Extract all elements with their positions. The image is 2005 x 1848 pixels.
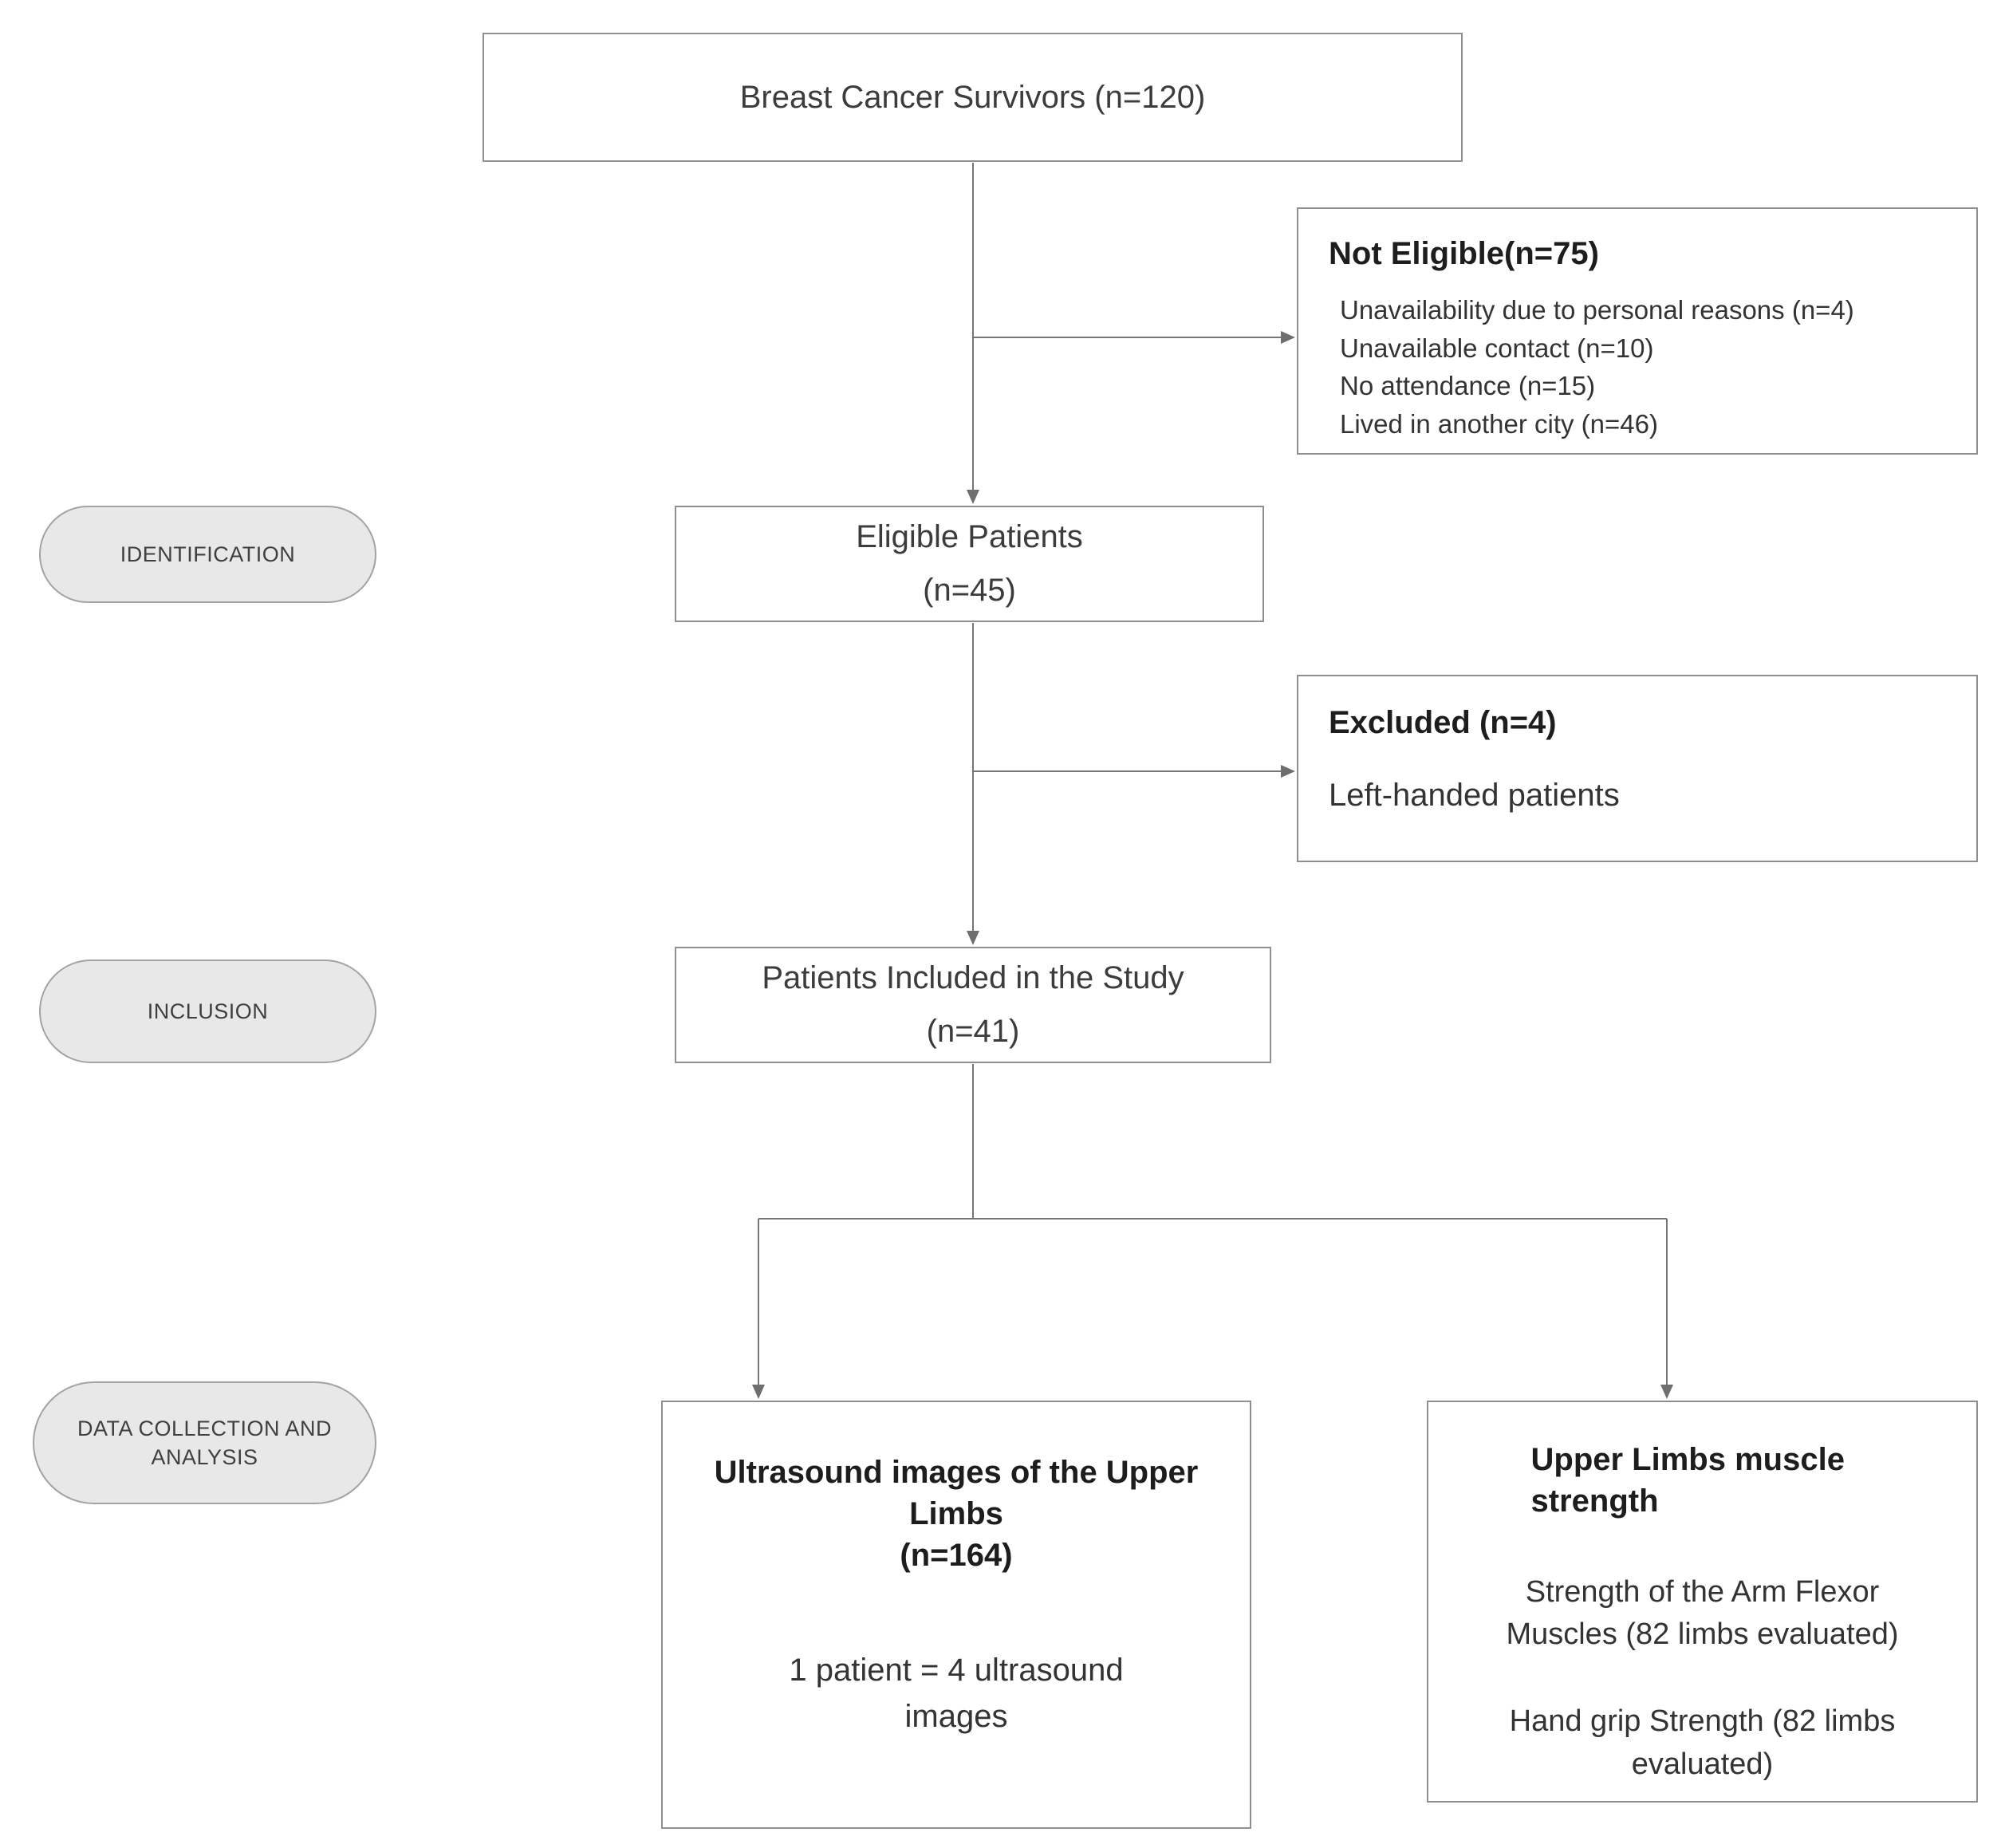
excluded-reason: Left-handed patients: [1329, 778, 1620, 813]
excluded-title: Excluded (n=4): [1329, 705, 1557, 740]
not-eligible-reason: Lived in another city (n=46): [1340, 408, 1658, 439]
breast-cancer-survivors-label: Breast Cancer Survivors (n=120): [739, 79, 1206, 115]
strength-title: Upper Limbs muscle strength: [1530, 1442, 1845, 1519]
box-breast-cancer-survivors: [483, 33, 1463, 162]
box-eligible-patients: [675, 506, 1264, 622]
identification-label: IDENTIFICATION: [120, 542, 296, 566]
strength-arm-flexor-detail: Strength of the Arm Flexor Muscles (82 limbs evaluated): [1506, 1575, 1899, 1652]
eligible-patients-label: Eligible Patients: [856, 519, 1083, 554]
box-muscle-strength: [1427, 1401, 1978, 1803]
not-eligible-reason: Unavailable contact (n=10): [1340, 333, 1654, 363]
box-patients-included: [675, 947, 1271, 1063]
not-eligible-reasons-list: [1329, 291, 1946, 443]
stage-pill-identification: [39, 506, 376, 603]
ultrasound-count: (n=164): [900, 1538, 1013, 1573]
stage-pill-inclusion: [39, 959, 376, 1063]
box-ultrasound-images: [661, 1401, 1251, 1829]
box-excluded: [1297, 675, 1978, 862]
box-not-eligible: [1297, 207, 1978, 455]
stage-pill-data-collection: [33, 1381, 376, 1504]
strength-hand-grip-detail: Hand grip Strength (82 limbs evaluated): [1509, 1704, 1896, 1781]
not-eligible-title: Not Eligible(n=75): [1329, 236, 1599, 271]
ultrasound-title: Ultrasound images of the Upper Limbs: [714, 1455, 1199, 1531]
patients-included-label: Patients Included in the Study: [762, 960, 1184, 995]
eligible-patients-count: (n=45): [923, 573, 1016, 608]
not-eligible-reason: Unavailability due to personal reasons (n=4): [1340, 295, 1854, 325]
ultrasound-detail: 1 patient = 4 ultrasound images: [789, 1653, 1124, 1734]
patients-included-count: (n=41): [926, 1014, 1020, 1049]
data-collection-label: DATA COLLECTION AND ANALYSIS: [77, 1416, 333, 1469]
not-eligible-reason: No attendance (n=15): [1340, 371, 1596, 401]
inclusion-label: INCLUSION: [147, 999, 269, 1023]
